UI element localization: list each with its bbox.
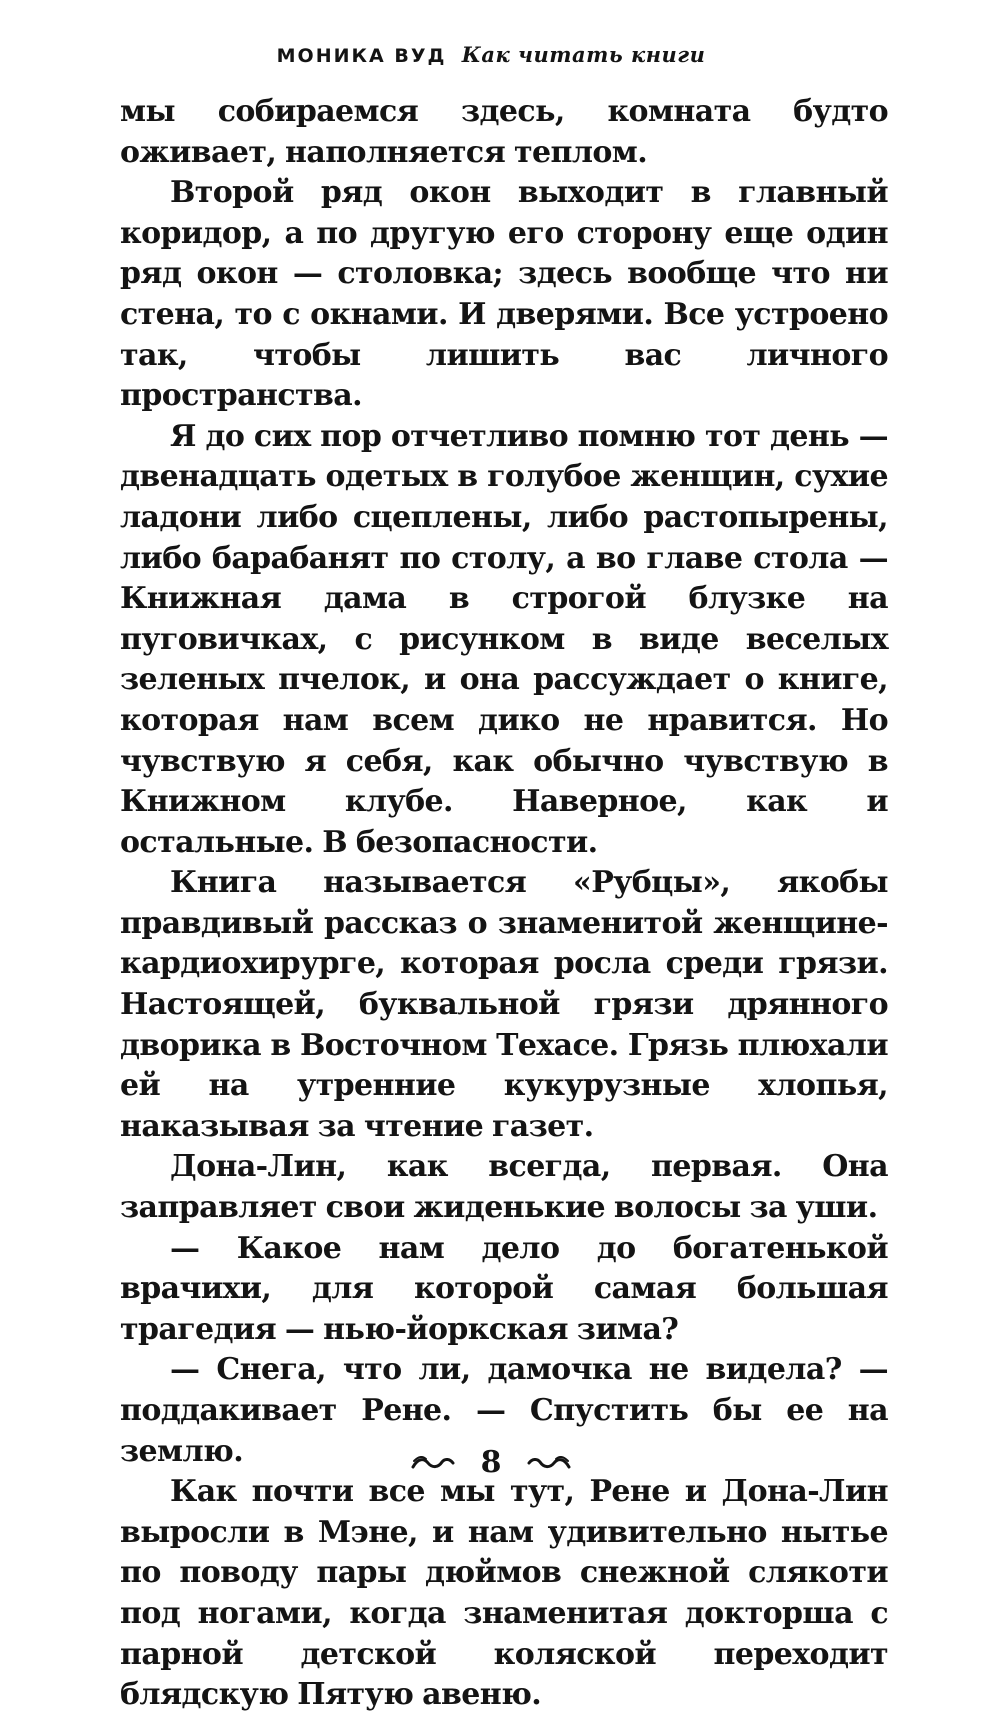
paragraph: Я до сих пор отчетливо помню тот день — двенадцать одетых в голубое женщин, сухие ладони либо сцеплены, либо растопырены, либо барабанят по столу, а во главе стола — Книжная дама в строгой блузке на пуговичках, с рисунком в виде веселых зеленых пчелок, и она рассуждает о книге, которая нам всем дико не нравится. Но чувствую я себя, как обычно чувствую в Книжном клубе. Наверное, как и остальные. В безопасности.: [120, 418, 888, 860]
page-footer: [0, 1442, 982, 1483]
paragraph: Второй ряд окон выходит в главный коридор, а по другую его сторону еще один ряд окон — столовка; здесь вообще что ни стена, то с окнами. И дверями. Все устроено так, чтобы лишить вас личного пространства.: [120, 175, 888, 414]
swash-ornament-icon: [526, 1452, 572, 1474]
paragraph: Книга называется «Рубцы», якобы правдивый рассказ о знаменитой женщине-кардиохирурге, которая росла среди грязи. Настоящей, буквальной грязи дрянного дворика в Восточном Техасе. Грязь плюхали ей на утренние кукурузные хлопья, наказывая за чтение газет.: [120, 865, 888, 1144]
paragraph: мы собираемся здесь, комната будто оживает, наполняется теплом.: [120, 94, 888, 170]
dialogue-paragraph: — Какое нам дело до богатенькой врачихи, для которой самая большая трагедия — нью-йоркская зима?: [120, 1230, 888, 1347]
running-head: [0, 40, 982, 71]
paragraph: Дона-Лин, как всегда, первая. Она заправляет свои жиденькие волосы за уши.: [120, 1149, 888, 1226]
paragraph: Как почти все мы тут, Рене и Дона-Лин выросли в Мэне, и нам удивительно нытье по поводу пары дюймов снежной слякоти под ногами, когда знаменитая докторша с парной детской коляской переходит блядскую Пятую авеню.: [120, 1474, 888, 1713]
page-number: 8: [480, 1445, 502, 1480]
dialogue-paragraph: — Снега, что ли, дамочка не видела? — поддакивает Рене. — Спустить бы ее на землю.: [120, 1352, 888, 1469]
swash-ornament-icon: [410, 1452, 456, 1474]
running-head-author: МОНИКА ВУД: [276, 45, 447, 67]
running-head-book-title: Как читать книги: [461, 42, 706, 67]
